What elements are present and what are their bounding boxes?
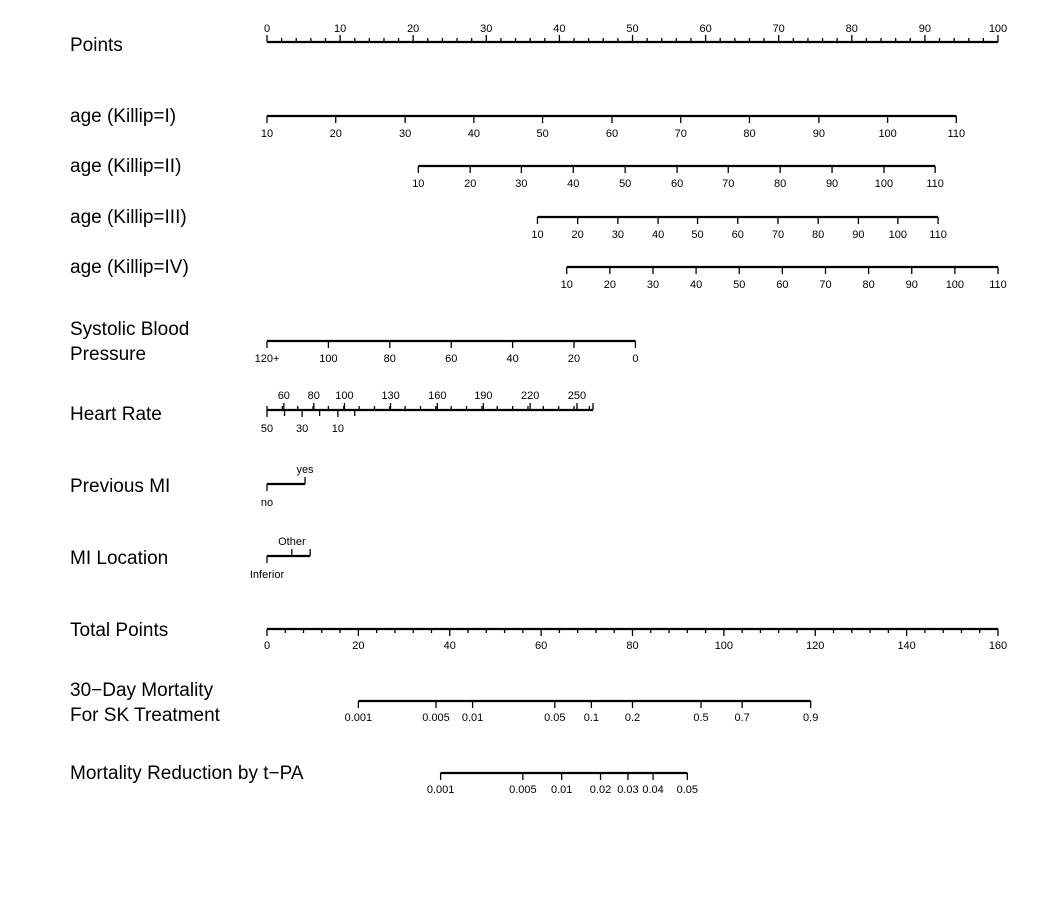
heart-rate-label: Heart Rate xyxy=(70,404,162,425)
systolic-blood-pressure-tick-label: 80 xyxy=(383,353,396,365)
30-day-mortality-for-sk-treatment-tick-label: 0.05 xyxy=(544,712,566,724)
heart-rate-tick-label: 60 xyxy=(277,390,290,402)
age-killip-ii-tick-label: 100 xyxy=(874,178,894,190)
mortality-reduction-by-t-pa-tick-label: 0.001 xyxy=(426,784,455,796)
heart-rate-tick-label: 80 xyxy=(307,390,320,402)
points-tick-label: 40 xyxy=(553,23,566,35)
total-points-tick-label: 40 xyxy=(443,640,456,652)
age-killip-i-tick-label: 70 xyxy=(674,128,687,140)
age-killip-iv-tick-label: 40 xyxy=(689,279,703,291)
age-killip-iv-tick-label: 20 xyxy=(603,279,616,291)
points-label: Points xyxy=(70,35,123,56)
age-killip-i-tick-label: 40 xyxy=(467,128,480,140)
age-killip-i-tick-label: 10 xyxy=(260,128,274,140)
age-killip-iv-tick-label: 110 xyxy=(989,279,1007,291)
systolic-blood-pressure-tick-label: 60 xyxy=(445,353,458,365)
age-killip-iii-tick-label: 100 xyxy=(888,229,908,241)
points-tick-label: 90 xyxy=(918,23,932,35)
age-killip-iii-tick-label: 70 xyxy=(771,229,785,241)
age-killip-iii-tick-label: 40 xyxy=(651,229,665,241)
30-day-mortality-for-sk-treatment-label: 30−Day Mortality xyxy=(70,680,214,701)
total-points-tick-label: 0 xyxy=(263,640,271,652)
30-day-mortality-for-sk-treatment-tick-label: 0.5 xyxy=(693,712,709,724)
mi-location-label: MI Location xyxy=(70,548,169,569)
age-killip-ii-tick-label: 50 xyxy=(619,178,632,190)
systolic-blood-pressure-tick-label: 120+ xyxy=(254,353,280,365)
heart-rate-tick-label: 130 xyxy=(381,390,400,402)
age-killip-iii-tick-label: 110 xyxy=(929,229,947,241)
mortality-reduction-by-t-pa-tick-label: 0.005 xyxy=(509,784,537,796)
age-killip-iii-tick-label: 90 xyxy=(852,229,865,241)
30-day-mortality-for-sk-treatment-label: For SK Treatment xyxy=(70,705,220,726)
age-killip-iii-tick-label: 30 xyxy=(611,229,625,241)
age-killip-ii-tick-label: 20 xyxy=(464,178,477,190)
points-tick-label: 60 xyxy=(699,23,712,35)
age-killip-iv-tick-label: 30 xyxy=(646,279,660,291)
age-killip-iii-tick-label: 80 xyxy=(812,229,825,241)
points-tick-label: 70 xyxy=(772,23,785,35)
total-points-tick-label: 80 xyxy=(626,640,639,652)
systolic-blood-pressure-tick-label: 40 xyxy=(506,353,519,365)
age-killip-i-tick-label: 80 xyxy=(743,128,756,140)
30-day-mortality-for-sk-treatment-tick-label: 0.7 xyxy=(734,712,750,724)
age-killip-iii-tick-label: 10 xyxy=(531,229,544,241)
30-day-mortality-for-sk-treatment-tick-label: 0.01 xyxy=(461,712,484,724)
previous-mi-tick-label: yes xyxy=(296,464,314,476)
30-day-mortality-for-sk-treatment-tick-label: 0.001 xyxy=(344,712,373,724)
mi-location-tick-label: Inferior xyxy=(249,569,285,581)
age-killip-ii-label: age (Killip=II) xyxy=(70,156,182,177)
previous-mi-tick-label: no xyxy=(260,497,274,509)
age-killip-i-tick-label: 100 xyxy=(878,128,897,140)
age-killip-iv-tick-label: 70 xyxy=(819,279,832,291)
age-killip-iii-tick-label: 20 xyxy=(571,229,584,241)
systolic-blood-pressure-label: Pressure xyxy=(70,344,147,365)
age-killip-iv-tick-label: 80 xyxy=(862,279,875,291)
age-killip-i-tick-label: 30 xyxy=(399,128,412,140)
30-day-mortality-for-sk-treatment-tick-label: 0.005 xyxy=(422,712,450,724)
age-killip-i-tick-label: 110 xyxy=(947,128,966,140)
mortality-reduction-by-t-pa-tick-label: 0.02 xyxy=(589,784,612,796)
total-points-tick-label: 100 xyxy=(714,640,734,652)
heart-rate-tick-label: 50 xyxy=(260,423,274,435)
age-killip-ii-tick-label: 40 xyxy=(567,178,580,190)
heart-rate-tick-label: 160 xyxy=(428,390,447,402)
age-killip-ii-tick-label: 70 xyxy=(722,178,735,190)
systolic-blood-pressure-tick-label: 100 xyxy=(319,353,338,365)
total-points-tick-label: 60 xyxy=(535,640,548,652)
systolic-blood-pressure-label: Systolic Blood xyxy=(70,319,190,340)
age-killip-i-tick-label: 60 xyxy=(605,128,619,140)
30-day-mortality-for-sk-treatment-tick-label: 0.1 xyxy=(583,712,600,724)
heart-rate-tick-label: 220 xyxy=(520,390,540,402)
heart-rate-tick-label: 250 xyxy=(567,390,587,402)
age-killip-ii-tick-label: 10 xyxy=(412,178,425,190)
total-points-tick-label: 20 xyxy=(352,640,365,652)
age-killip-ii-tick-label: 80 xyxy=(774,178,787,190)
age-killip-iii-tick-label: 60 xyxy=(731,229,744,241)
heart-rate-tick-label: 100 xyxy=(335,390,354,402)
heart-rate-tick-label: 190 xyxy=(474,390,493,402)
age-killip-i-label: age (Killip=I) xyxy=(70,106,177,127)
points-tick-label: 100 xyxy=(988,23,1008,35)
age-killip-ii-tick-label: 90 xyxy=(825,178,839,190)
mortality-reduction-by-t-pa-tick-label: 0.04 xyxy=(642,784,664,796)
age-killip-iii-tick-label: 50 xyxy=(691,229,704,241)
age-killip-iv-tick-label: 90 xyxy=(905,279,918,291)
mortality-reduction-by-t-pa-tick-label: 0.03 xyxy=(617,784,639,796)
age-killip-iv-tick-label: 50 xyxy=(733,279,746,291)
points-tick-label: 0 xyxy=(263,23,271,35)
age-killip-i-tick-label: 20 xyxy=(329,128,342,140)
total-points-label: Total Points xyxy=(70,620,169,641)
30-day-mortality-for-sk-treatment-tick-label: 0.2 xyxy=(624,712,641,724)
total-points-tick-label: 140 xyxy=(897,640,916,652)
mortality-reduction-by-t-pa-label: Mortality Reduction by t−PA xyxy=(70,763,304,784)
age-killip-iii-label: age (Killip=III) xyxy=(70,207,187,228)
points-tick-label: 20 xyxy=(407,23,420,35)
points-tick-label: 50 xyxy=(626,23,639,35)
points-tick-label: 80 xyxy=(845,23,858,35)
age-killip-iv-tick-label: 10 xyxy=(560,279,573,291)
total-points-tick-label: 120 xyxy=(806,640,825,652)
mi-location-tick-label: Other xyxy=(278,536,306,548)
heart-rate-tick-label: 30 xyxy=(295,423,309,435)
mortality-reduction-by-t-pa-tick-label: 0.05 xyxy=(676,784,699,796)
systolic-blood-pressure-tick-label: 0 xyxy=(632,353,639,365)
age-killip-ii-tick-label: 60 xyxy=(670,178,684,190)
age-killip-iv-tick-label: 100 xyxy=(945,279,965,291)
mortality-reduction-by-t-pa-tick-label: 0.01 xyxy=(550,784,573,796)
age-killip-i-tick-label: 90 xyxy=(812,128,826,140)
age-killip-i-tick-label: 50 xyxy=(536,128,549,140)
heart-rate-tick-label: 10 xyxy=(331,423,345,435)
age-killip-iv-label: age (Killip=IV) xyxy=(70,257,189,278)
30-day-mortality-for-sk-treatment-tick-label: 0.9 xyxy=(803,712,819,724)
total-points-tick-label: 160 xyxy=(988,640,1008,652)
systolic-blood-pressure-tick-label: 20 xyxy=(567,353,581,365)
previous-mi-label: Previous MI xyxy=(70,476,171,497)
age-killip-ii-tick-label: 110 xyxy=(926,178,944,190)
points-tick-label: 10 xyxy=(333,23,347,35)
points-tick-label: 30 xyxy=(480,23,493,35)
age-killip-iv-tick-label: 60 xyxy=(776,279,789,291)
age-killip-ii-tick-label: 30 xyxy=(515,178,528,190)
